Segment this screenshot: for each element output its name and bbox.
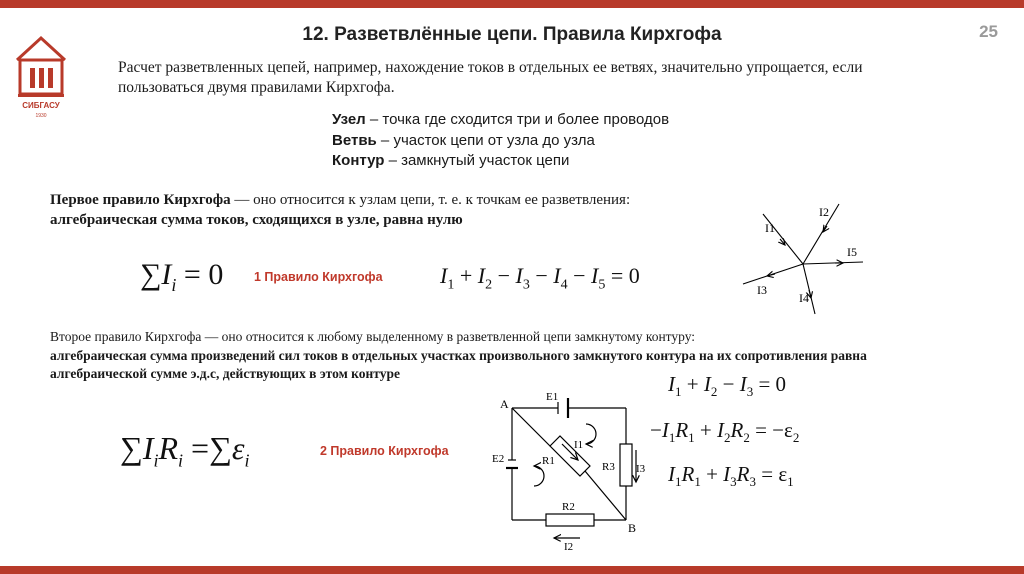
circuit-label-r1: R1 — [542, 455, 555, 467]
page-number: 25 — [979, 22, 998, 41]
definition-loop: Контур – замкнутый участок цепи — [332, 152, 570, 169]
node-label-i4: I4 — [799, 291, 809, 305]
top-accent-bar — [0, 0, 1024, 8]
definition-branch: Ветвь – участок цепи от узла до узла — [332, 131, 595, 149]
circuit-node-b: B — [628, 521, 637, 535]
rule1-label: 1 Правило Кирхгофа — [254, 270, 383, 284]
rule2-equation-3: $I_1R_1 + I_3R_3 = \varepsilon_1$ — [668, 462, 794, 490]
logo-text: СИБГАСУ — [22, 101, 60, 110]
rule1-formula: $\sum I_i = 0$ — [140, 258, 224, 295]
definition-node: Узел – точка где сходится три и более проводов — [332, 111, 670, 128]
circuit-label-e2: E2 — [492, 453, 505, 465]
circuit-node-a: A — [500, 397, 509, 411]
bottom-accent-bar — [0, 566, 1024, 574]
rule2-label: 2 Правило Кирхгофа — [320, 444, 449, 458]
node-label-i2: I2 — [819, 205, 829, 219]
rule1-text: Первое правило Кирхгофа — оно относится к узлам цепи, т. е. к точкам ее разветвления: алгебраическая сумма токов, сходящихся в узле, равна нулю — [50, 192, 631, 228]
rule1-heading: Первое правило Кирхгофа — [50, 192, 231, 208]
circuit-diagram — [488, 386, 648, 556]
rule1-statement: алгебраическая сумма токов, сходящихся в узле, равна нулю — [50, 212, 463, 228]
circuit-label-r2: R2 — [562, 501, 575, 513]
node-label-i1: I1 — [765, 221, 775, 235]
page-title: 12. Разветвлённые цепи. Правила Кирхгофа — [302, 24, 722, 45]
intro-paragraph: Расчет разветвленных цепей, например, нахождение токов в отдельных ее ветвях, значительно упрощается, если пользоваться двумя правилами Кирхгофа. — [118, 59, 863, 96]
circuit-label-r3: R3 — [602, 461, 615, 473]
rule2-statement: алгебраическая сумма произведений сил токов в отдельных участках произвольного замкнутого контура на их сопротивления равна алгебраической сумме э.д.с, действующих в этом контуре — [50, 347, 867, 381]
node-diagram — [735, 196, 875, 326]
circuit-label-e1: E1 — [546, 391, 559, 403]
circuit-label-i2: I2 — [564, 541, 574, 553]
circuit-label-i3: I3 — [636, 463, 646, 475]
rule2-equation-2: $-I_1R_1 + I_2R_2 = -\varepsilon_2$ — [650, 418, 800, 446]
rule2-equation-1: $I_1 + I_2 - I_3 = 0$ — [668, 372, 787, 400]
definitions-list — [332, 110, 669, 172]
node-label-i3: I3 — [757, 283, 767, 297]
rule2-text: Второе правило Кирхгофа — оно относится к любому выделенному в разветвленной цепи замкнутому контуру: алгебраическая сумма произведений сил токов в отдельных участках произвольного замкнутого контура на их сопротивления равна алгебраической сумме э.д.с, действующих в этом контуре — [50, 328, 920, 384]
logo-subtext: 1930 — [35, 113, 47, 119]
rule1-example: $I_1 + I_2 - I_3 - I_4 - I_5 = 0$ — [440, 263, 640, 293]
rule2-formula: $\sum I_iR_i =\sum\varepsilon_i$ — [120, 430, 250, 471]
circuit-label-i1: I1 — [574, 439, 584, 451]
node-label-i5: I5 — [847, 245, 857, 259]
